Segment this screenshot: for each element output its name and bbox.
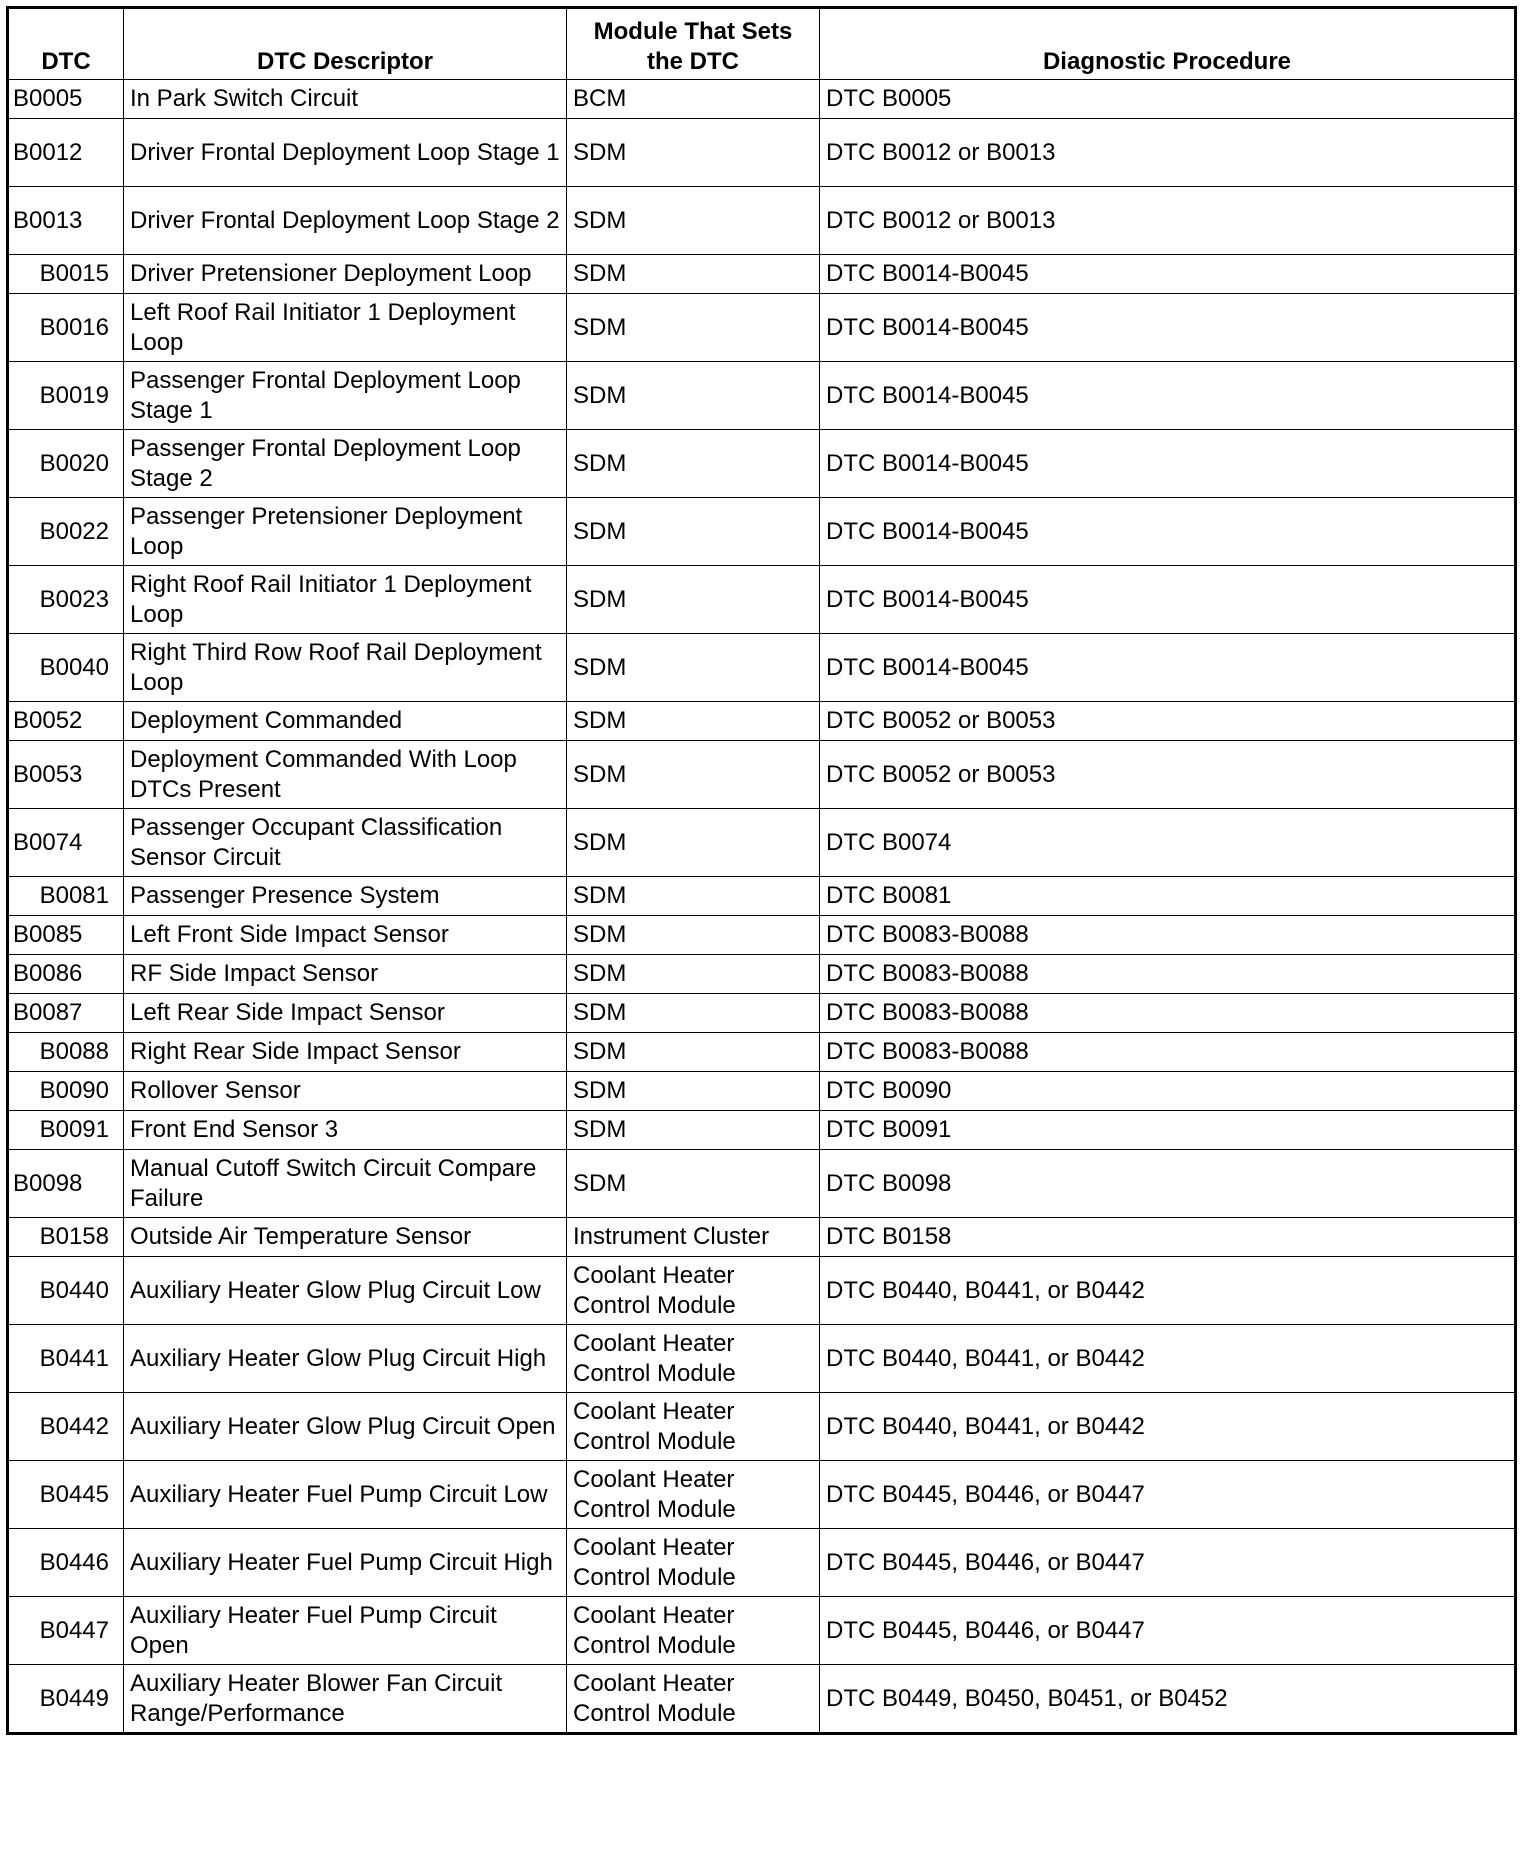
cell-module: SDM <box>567 294 820 362</box>
cell-module: BCM <box>567 80 820 119</box>
cell-descriptor: Auxiliary Heater Glow Plug Circuit High <box>124 1325 567 1393</box>
cell-module: SDM <box>567 1072 820 1111</box>
cell-dtc: B0445 <box>8 1461 124 1529</box>
table-row <box>8 1111 1516 1150</box>
table-row <box>8 955 1516 994</box>
cell-descriptor: Left Rear Side Impact Sensor <box>124 994 567 1033</box>
table-row <box>8 119 1516 187</box>
cell-module: SDM <box>567 702 820 741</box>
cell-descriptor: Passenger Frontal Deployment Loop Stage 2 <box>124 430 567 498</box>
header-module: Module That Sets the DTC <box>567 8 820 80</box>
cell-descriptor: Right Rear Side Impact Sensor <box>124 1033 567 1072</box>
table-row <box>8 1461 1516 1529</box>
cell-dtc: B0091 <box>8 1111 124 1150</box>
cell-descriptor: Passenger Presence System <box>124 877 567 916</box>
table-body <box>8 80 1516 1734</box>
cell-module: SDM <box>567 187 820 255</box>
cell-dtc: B0441 <box>8 1325 124 1393</box>
cell-procedure: DTC B0083-B0088 <box>820 955 1516 994</box>
cell-module: SDM <box>567 362 820 430</box>
cell-dtc: B0016 <box>8 294 124 362</box>
table-row <box>8 1393 1516 1461</box>
table-row <box>8 1218 1516 1257</box>
cell-procedure: DTC B0081 <box>820 877 1516 916</box>
cell-dtc: B0098 <box>8 1150 124 1218</box>
table-row <box>8 877 1516 916</box>
cell-module: SDM <box>567 809 820 877</box>
cell-module: SDM <box>567 1111 820 1150</box>
cell-module: SDM <box>567 119 820 187</box>
table-row <box>8 80 1516 119</box>
dtc-table <box>6 6 1517 1735</box>
cell-module: SDM <box>567 1033 820 1072</box>
cell-module: SDM <box>567 566 820 634</box>
cell-descriptor: Auxiliary Heater Fuel Pump Circuit Open <box>124 1597 567 1665</box>
cell-descriptor: Outside Air Temperature Sensor <box>124 1218 567 1257</box>
cell-dtc: B0088 <box>8 1033 124 1072</box>
cell-descriptor: Driver Frontal Deployment Loop Stage 1 <box>124 119 567 187</box>
cell-procedure: DTC B0014-B0045 <box>820 255 1516 294</box>
cell-module: SDM <box>567 255 820 294</box>
table-row <box>8 741 1516 809</box>
cell-module: SDM <box>567 1150 820 1218</box>
cell-descriptor: Driver Frontal Deployment Loop Stage 2 <box>124 187 567 255</box>
cell-module: Coolant Heater Control Module <box>567 1257 820 1325</box>
cell-procedure: DTC B0440, B0441, or B0442 <box>820 1325 1516 1393</box>
cell-descriptor: Driver Pretensioner Deployment Loop <box>124 255 567 294</box>
cell-procedure: DTC B0014-B0045 <box>820 634 1516 702</box>
cell-dtc: B0447 <box>8 1597 124 1665</box>
cell-descriptor: Right Third Row Roof Rail Deployment Loop <box>124 634 567 702</box>
cell-procedure: DTC B0074 <box>820 809 1516 877</box>
cell-procedure: DTC B0052 or B0053 <box>820 741 1516 809</box>
table-row <box>8 1072 1516 1111</box>
cell-module: SDM <box>567 498 820 566</box>
cell-procedure: DTC B0005 <box>820 80 1516 119</box>
cell-dtc: B0023 <box>8 566 124 634</box>
cell-descriptor: Auxiliary Heater Glow Plug Circuit Open <box>124 1393 567 1461</box>
cell-procedure: DTC B0014-B0045 <box>820 430 1516 498</box>
table-row <box>8 566 1516 634</box>
cell-module: Coolant Heater Control Module <box>567 1393 820 1461</box>
table-row <box>8 294 1516 362</box>
cell-module: Coolant Heater Control Module <box>567 1665 820 1734</box>
table-row <box>8 1257 1516 1325</box>
cell-descriptor: Auxiliary Heater Fuel Pump Circuit High <box>124 1529 567 1597</box>
table-row <box>8 362 1516 430</box>
cell-procedure: DTC B0158 <box>820 1218 1516 1257</box>
table-row <box>8 994 1516 1033</box>
table-row <box>8 1325 1516 1393</box>
cell-dtc: B0013 <box>8 187 124 255</box>
table-row <box>8 1529 1516 1597</box>
dtc-table-container <box>6 6 1514 1848</box>
cell-procedure: DTC B0445, B0446, or B0447 <box>820 1461 1516 1529</box>
cell-dtc: B0440 <box>8 1257 124 1325</box>
cell-module: Coolant Heater Control Module <box>567 1597 820 1665</box>
cell-module: Instrument Cluster <box>567 1218 820 1257</box>
cell-procedure: DTC B0012 or B0013 <box>820 119 1516 187</box>
cell-descriptor: Manual Cutoff Switch Circuit Compare Failure <box>124 1150 567 1218</box>
table-row <box>8 187 1516 255</box>
cell-descriptor: Right Roof Rail Initiator 1 Deployment Loop <box>124 566 567 634</box>
cell-descriptor: Auxiliary Heater Fuel Pump Circuit Low <box>124 1461 567 1529</box>
table-row <box>8 498 1516 566</box>
cell-module: SDM <box>567 430 820 498</box>
cell-descriptor: Auxiliary Heater Blower Fan Circuit Range/Performance <box>124 1665 567 1734</box>
table-header-row <box>8 8 1516 80</box>
cell-procedure: DTC B0012 or B0013 <box>820 187 1516 255</box>
header-dtc-descriptor: DTC Descriptor <box>124 8 567 80</box>
cell-descriptor: Rollover Sensor <box>124 1072 567 1111</box>
cell-module: SDM <box>567 994 820 1033</box>
cell-dtc: B0449 <box>8 1665 124 1734</box>
cell-dtc: B0087 <box>8 994 124 1033</box>
cell-dtc: B0052 <box>8 702 124 741</box>
cell-procedure: DTC B0440, B0441, or B0442 <box>820 1393 1516 1461</box>
cell-procedure: DTC B0014-B0045 <box>820 498 1516 566</box>
cell-dtc: B0090 <box>8 1072 124 1111</box>
cell-procedure: DTC B0449, B0450, B0451, or B0452 <box>820 1665 1516 1734</box>
cell-procedure: DTC B0098 <box>820 1150 1516 1218</box>
cell-dtc: B0158 <box>8 1218 124 1257</box>
table-row <box>8 430 1516 498</box>
table-row <box>8 916 1516 955</box>
table-row <box>8 1665 1516 1734</box>
cell-descriptor: RF Side Impact Sensor <box>124 955 567 994</box>
cell-dtc: B0446 <box>8 1529 124 1597</box>
cell-descriptor: Passenger Pretensioner Deployment Loop <box>124 498 567 566</box>
cell-descriptor: Left Roof Rail Initiator 1 Deployment Loop <box>124 294 567 362</box>
header-diagnostic-procedure: Diagnostic Procedure <box>820 8 1516 80</box>
cell-descriptor: Passenger Occupant Classification Sensor Circuit <box>124 809 567 877</box>
cell-procedure: DTC B0014-B0045 <box>820 362 1516 430</box>
cell-dtc: B0442 <box>8 1393 124 1461</box>
table-row <box>8 1033 1516 1072</box>
cell-module: SDM <box>567 916 820 955</box>
cell-procedure: DTC B0445, B0446, or B0447 <box>820 1597 1516 1665</box>
cell-dtc: B0085 <box>8 916 124 955</box>
cell-procedure: DTC B0440, B0441, or B0442 <box>820 1257 1516 1325</box>
cell-procedure: DTC B0052 or B0053 <box>820 702 1516 741</box>
cell-dtc: B0040 <box>8 634 124 702</box>
cell-dtc: B0081 <box>8 877 124 916</box>
cell-module: SDM <box>567 741 820 809</box>
cell-dtc: B0086 <box>8 955 124 994</box>
cell-module: Coolant Heater Control Module <box>567 1529 820 1597</box>
cell-module: SDM <box>567 877 820 916</box>
cell-dtc: B0074 <box>8 809 124 877</box>
cell-procedure: DTC B0083-B0088 <box>820 994 1516 1033</box>
cell-procedure: DTC B0083-B0088 <box>820 916 1516 955</box>
cell-procedure: DTC B0091 <box>820 1111 1516 1150</box>
cell-module: SDM <box>567 955 820 994</box>
table-row <box>8 1150 1516 1218</box>
cell-descriptor: Front End Sensor 3 <box>124 1111 567 1150</box>
table-row <box>8 809 1516 877</box>
cell-dtc: B0053 <box>8 741 124 809</box>
table-row <box>8 1597 1516 1665</box>
cell-descriptor: Auxiliary Heater Glow Plug Circuit Low <box>124 1257 567 1325</box>
cell-procedure: DTC B0014-B0045 <box>820 294 1516 362</box>
cell-dtc: B0019 <box>8 362 124 430</box>
cell-descriptor: Deployment Commanded With Loop DTCs Present <box>124 741 567 809</box>
cell-descriptor: Left Front Side Impact Sensor <box>124 916 567 955</box>
cell-dtc: B0022 <box>8 498 124 566</box>
table-row <box>8 702 1516 741</box>
header-dtc: DTC <box>8 8 124 80</box>
cell-procedure: DTC B0090 <box>820 1072 1516 1111</box>
table-row <box>8 255 1516 294</box>
cell-module: Coolant Heater Control Module <box>567 1325 820 1393</box>
cell-module: SDM <box>567 634 820 702</box>
cell-dtc: B0015 <box>8 255 124 294</box>
cell-descriptor: Passenger Frontal Deployment Loop Stage 1 <box>124 362 567 430</box>
table-row <box>8 634 1516 702</box>
cell-dtc: B0020 <box>8 430 124 498</box>
cell-procedure: DTC B0083-B0088 <box>820 1033 1516 1072</box>
cell-procedure: DTC B0014-B0045 <box>820 566 1516 634</box>
cell-procedure: DTC B0445, B0446, or B0447 <box>820 1529 1516 1597</box>
cell-descriptor: Deployment Commanded <box>124 702 567 741</box>
cell-dtc: B0012 <box>8 119 124 187</box>
cell-dtc: B0005 <box>8 80 124 119</box>
cell-descriptor: In Park Switch Circuit <box>124 80 567 119</box>
cell-module: Coolant Heater Control Module <box>567 1461 820 1529</box>
